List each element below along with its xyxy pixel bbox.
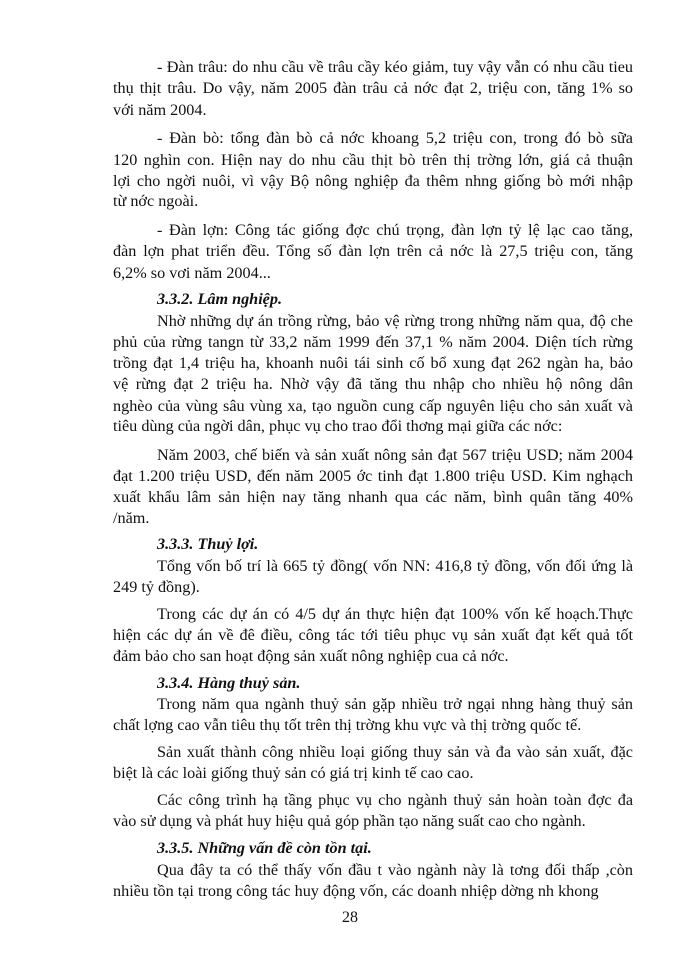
para-lam-nghiep-2-line-2: đạt 1.200 triệu USD, đến năm 2005 ớc tinh đạt 1.800 triệu USD. Kim nghạch bbox=[113, 467, 633, 485]
para-thuy-loi-1-line-2: 249 tỷ đồng). bbox=[113, 577, 200, 596]
para-ts3-line-2: vào sử dụng và phát huy hiệu quả góp phần tạo năng suất cao cho ngành. bbox=[113, 811, 586, 830]
para-bo-line-4: từ nớc ngoài. bbox=[113, 192, 199, 211]
para-tt1-line-1: Qua đây ta có thể thấy vốn đầu t vào ngành này là tơng đối thấp ,còn bbox=[157, 861, 633, 879]
para-tt1-line-2: nhiều tồn tại trong công tác huy động vốn, các doanh nhiệp dờng nh khong bbox=[113, 882, 599, 900]
para-lam-nghiep-1-line-5: nghèo của vùng sâu vùng xa, tạo nguồn cung cấp nguyên liệu cho sản xuất và bbox=[113, 396, 633, 415]
para-thuy-loi-1-line-1: Tổng vốn bố trí là 665 tỷ đồng( vốn NN: 416,8 tỷ đồng, vốn đối ứng là bbox=[157, 557, 633, 576]
para-lam-nghiep-2-line-3: xuất khẩu lâm sản hiện nay tăng nhanh qua các năm, bình quân tăng 40% bbox=[113, 487, 633, 506]
para-thuy-loi-2-line-2: hiện các dự án về đê điều, công tác tới tiêu phục vụ sản xuất đạt kết quả tốt bbox=[113, 626, 633, 644]
para-bo-line-2: 120 nghìn con. Hiện nay do nhu cầu thịt bò trên thị trờng lớn, giá cả thuận bbox=[113, 150, 633, 169]
para-lam-nghiep-2-line-1: Năm 2003, chế biến và sản xuất nông sản đạt 567 triệu USD; năm 2004 bbox=[157, 445, 633, 464]
para-ts2-line-2: biệt là các loài giống thuỷ sản có giá trị kinh tế cao cao. bbox=[113, 763, 474, 782]
heading-3-3-4: 3.3.4. Hàng thuỷ sản. bbox=[157, 673, 301, 692]
para-lon-line-2: đàn lợn phat triển đều. Tổng số đàn lợn trên cả nớc là 27,5 triệu con, tăng bbox=[113, 242, 633, 261]
para-lon-line-1: - Đàn lợn: Công tác giống đợc chú trọng, đàn lợn tỷ lệ lạc cao tăng, bbox=[157, 221, 633, 240]
para-ts3-line-1: Các công trình hạ tầng phục vụ cho ngành thuỷ sản hoàn toàn đợc đa bbox=[157, 790, 633, 809]
para-lam-nghiep-2-line-4: /năm. bbox=[113, 508, 150, 527]
para-lam-nghiep-1-line-2: phủ của rừng tangn từ 33,2 năm 1999 đến 37,1 % năm 2004. Diện tích rừng bbox=[113, 333, 633, 352]
para-ts1-line-2: chất lợng cao vẫn tiêu thụ tốt trên thị trờng khu vực và thị trờng quốc tế. bbox=[113, 715, 582, 734]
para-lam-nghiep-1-line-6: tiêu dùng của ngời dân, phục vụ cho trao đổi thơng mại giữa các nớc: bbox=[113, 417, 563, 435]
para-bo-line-3: lợi cho ngời nuôi, vì vậy Bộ nông nghiệp đa thêm nhng giống bò mới nhập bbox=[113, 171, 633, 190]
para-ts1-line-1: Trong năm qua ngành thuỷ sản gặp nhiều trở ngại nhng hàng thuỷ sản bbox=[157, 694, 633, 713]
page-number: 28 bbox=[342, 909, 358, 926]
para-lon-line-3: 6,2% so vơi năm 2004... bbox=[113, 263, 271, 282]
para-trau-line-3: với năm 2004. bbox=[113, 100, 207, 119]
para-ts2-line-1: Sản xuất thành công nhiều loại giống thuy sản và đa vào sản xuất, đặc bbox=[157, 742, 633, 761]
heading-3-3-2: 3.3.2. Lâm nghiệp. bbox=[157, 289, 283, 308]
para-lam-nghiep-1-line-4: vệ rừng đạt 2 triệu ha. Nhờ vậy đã tăng thu nhập cho nhiều hộ nông dân bbox=[113, 375, 633, 394]
heading-3-3-3: 3.3.3. Thuỷ lợi. bbox=[157, 535, 259, 553]
para-thuy-loi-2-line-3: đảm bảo cho san hoạt động sản xuất nông nghiệp cua cả nớc. bbox=[113, 646, 509, 665]
heading-h335: 3.3.5. Những vấn đề còn tồn tại. bbox=[157, 838, 372, 857]
para-lam-nghiep-1-line-3: trồng đạt 1,4 triệu ha, khoanh nuôi tái sinh cố bổ xung đạt 262 ngàn ha, bảo bbox=[113, 353, 633, 372]
para-thuy-loi-2-line-1: Trong các dự án có 4/5 dự án thực hiện đạt 100% vốn kế hoạch.Thực bbox=[157, 604, 633, 623]
para-trau-line-2: thụ thịt trâu. Do vậy, năm 2005 đàn trâu cả nớc đạt 2, triệu con, tăng 1% so bbox=[113, 79, 633, 98]
para-bo-line-1: - Đàn bò: tổng đàn bò cả nớc khoang 5,2 triệu con, trong đó bò sữa bbox=[157, 129, 633, 148]
para-lam-nghiep-1-line-1: Nhờ những dự án trồng rừng, bảo vệ rừng trong những năm qua, độ che bbox=[157, 312, 633, 331]
para-trau-line-1: - Đàn trâu: do nhu cầu về trâu cầy kéo giảm, tuy vậy vẫn có nhu cầu tieu bbox=[157, 58, 633, 76]
